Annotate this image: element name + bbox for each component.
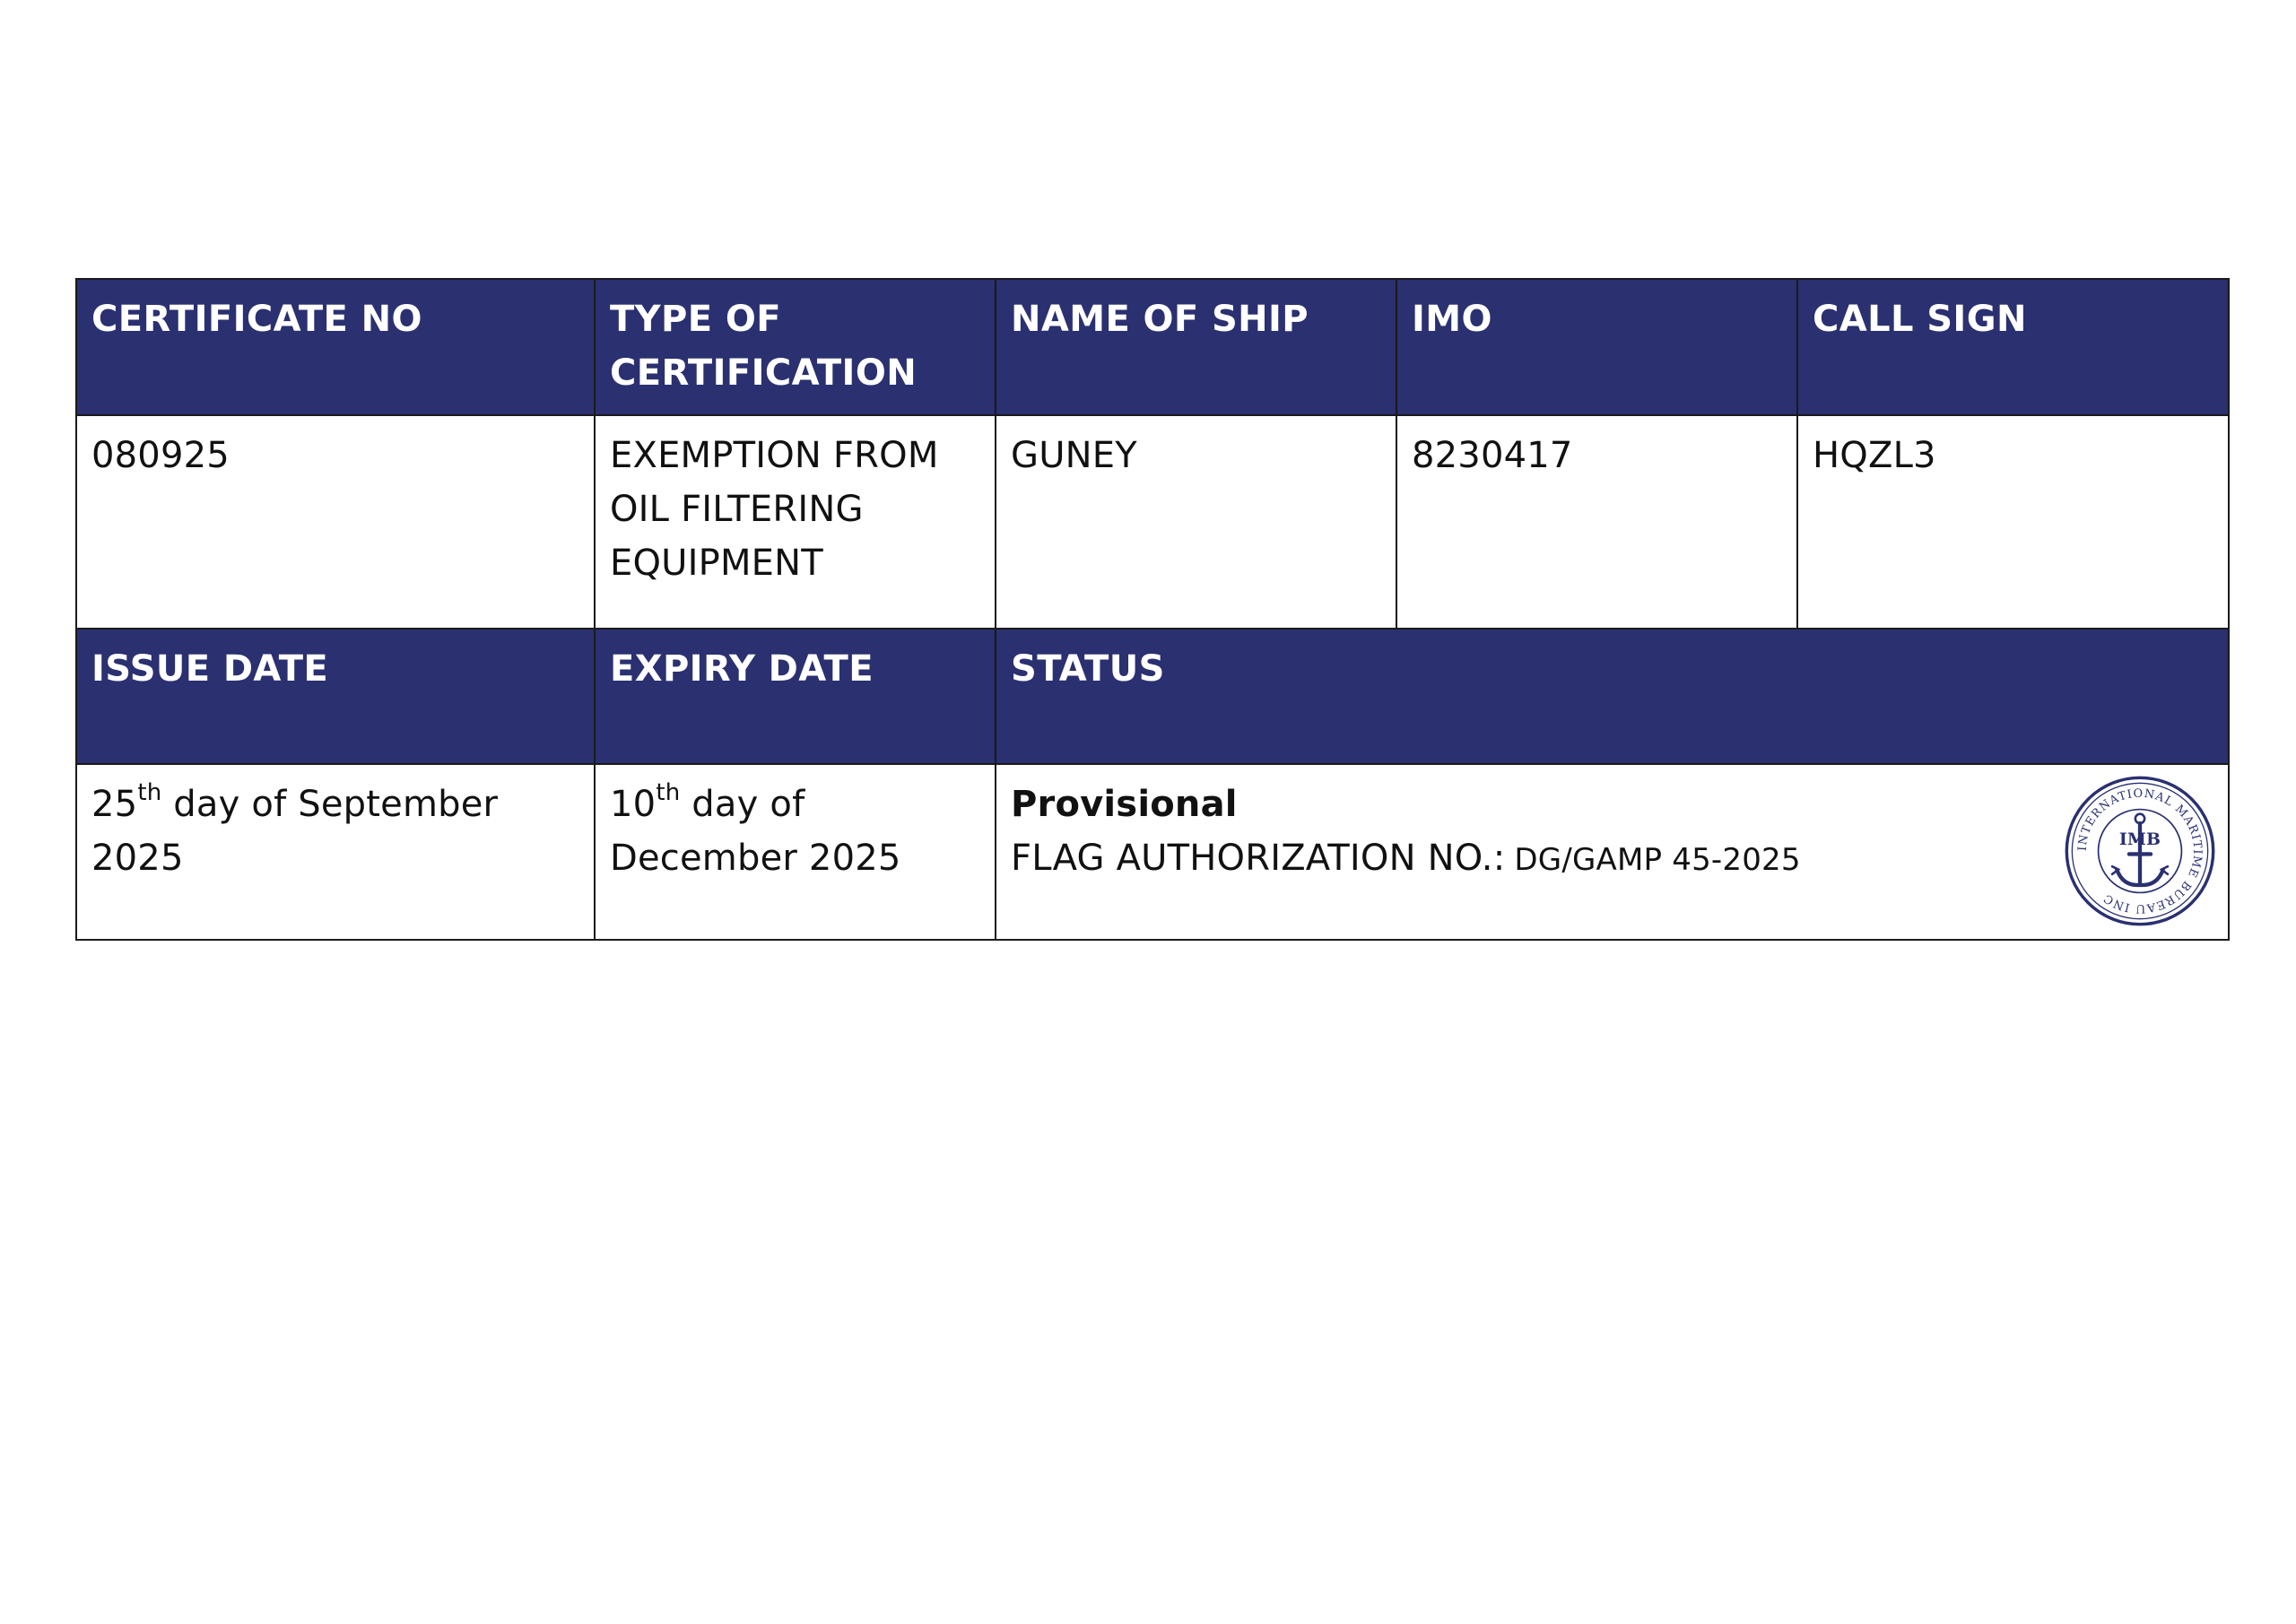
certificate-table	[75, 278, 2230, 941]
call-sign-header	[1797, 279, 2229, 415]
expiry-day: 10	[610, 784, 657, 825]
status-cell	[996, 764, 2229, 940]
issue-date-header	[76, 629, 595, 764]
seal-center-text: IMB	[2118, 829, 2161, 850]
certificate-no-cell	[76, 415, 595, 629]
call-sign-value: HQZL3	[1813, 435, 1936, 476]
imo-header-text: IMO	[1412, 299, 1492, 340]
values-row-2	[76, 764, 2229, 940]
type-of-certification-cell	[595, 415, 996, 629]
issue-date-cell	[76, 764, 595, 940]
flag-authorization-number: DG/GAMP 45-2025	[1514, 842, 1801, 878]
certificate-no-value: 080925	[91, 435, 230, 476]
name-of-ship-header	[996, 279, 1396, 415]
expiry-of-text: day of	[680, 784, 805, 825]
certificate-no-header-text: CERTIFICATE NO	[91, 299, 422, 340]
issue-date-line-1	[91, 777, 579, 831]
call-sign-cell	[1797, 415, 2229, 629]
header-row-1	[76, 279, 2229, 415]
type-of-certification-header	[595, 279, 996, 415]
name-of-ship-header-text: NAME OF SHIP	[1011, 299, 1309, 340]
header-row-2	[76, 629, 2229, 764]
imo-value: 8230417	[1412, 435, 1573, 476]
issue-year: 2025	[91, 838, 184, 879]
expiry-date-line-2: December 2025	[610, 838, 901, 879]
certificate-no-header	[76, 279, 595, 415]
imb-seal-logo	[2063, 774, 2217, 928]
status-value: Provisional	[1011, 784, 1238, 825]
type-header-line-2: CERTIFICATION	[610, 352, 918, 394]
status-header-text: STATUS	[1011, 648, 1165, 690]
flag-authorization-label: FLAG AUTHORIZATION NO.:	[1011, 838, 1506, 879]
type-value-line-2: OIL FILTERING	[610, 489, 864, 530]
values-row-1	[76, 415, 2229, 629]
issue-date-header-text: ISSUE DATE	[91, 648, 329, 690]
name-of-ship-value: GUNEY	[1011, 435, 1137, 476]
call-sign-header-text: CALL SIGN	[1813, 299, 2027, 340]
imo-cell	[1396, 415, 1797, 629]
expiry-date-header-text: EXPIRY DATE	[610, 648, 874, 690]
expiry-date-line-1	[610, 777, 980, 831]
type-value-line-3: EQUIPMENT	[610, 543, 823, 584]
seal-ring-text: INTERNATIONAL MARITIME BUREAU INC	[2075, 786, 2205, 916]
anchor-icon	[2112, 814, 2168, 885]
expiry-date-header	[595, 629, 996, 764]
imo-header	[1396, 279, 1797, 415]
issue-day-suffix: th	[137, 779, 162, 806]
expiry-date-cell	[595, 764, 996, 940]
flag-authorization	[1011, 831, 2213, 887]
type-header-line-1: TYPE OF	[610, 299, 781, 340]
expiry-day-suffix: th	[656, 779, 681, 806]
status-header	[996, 629, 2229, 764]
issue-day: 25	[91, 784, 138, 825]
issue-month-text: day of September	[161, 784, 499, 825]
type-value-line-1: EXEMPTION FROM	[610, 435, 939, 476]
name-of-ship-cell	[996, 415, 1396, 629]
